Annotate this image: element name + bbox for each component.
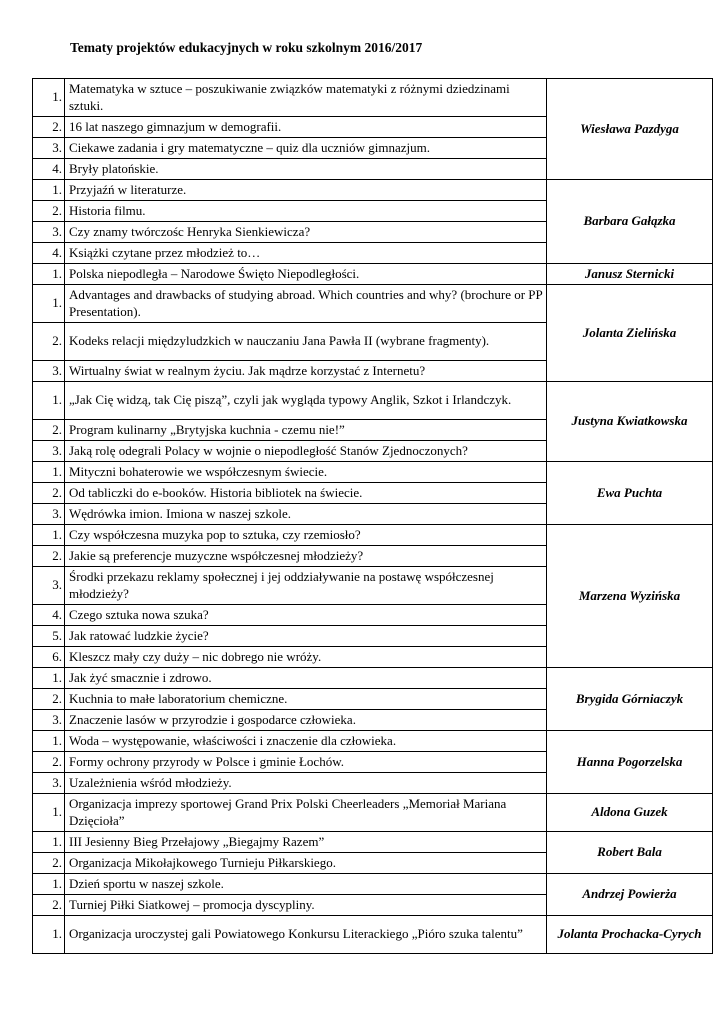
projects-table <box>32 78 713 954</box>
project-number: 3. <box>33 773 65 794</box>
project-number: 1. <box>33 668 65 689</box>
project-number: 3. <box>33 710 65 731</box>
project-number: 2. <box>33 546 65 567</box>
project-topic: Czy znamy twórczośc Henryka Sienkiewicza? <box>65 222 547 243</box>
project-topic: Organizacja Mikołajkowego Turnieju Piłkarskiego. <box>65 853 547 874</box>
project-topic: 16 lat naszego gimnazjum w demografii. <box>65 117 547 138</box>
teacher-name: Wiesława Pazdyga <box>547 79 713 180</box>
teacher-name: Aldona Guzek <box>547 794 713 832</box>
project-number: 3. <box>33 222 65 243</box>
project-topic: Środki przekazu reklamy społecznej i jej oddziaływanie na postawę współczesnej młodzieży? <box>65 567 547 605</box>
projects-table-body <box>33 79 713 954</box>
project-number: 1. <box>33 180 65 201</box>
document-title: Tematy projektów edukacyjnych w roku szkolnym 2016/2017 <box>70 40 423 55</box>
project-number: 4. <box>33 605 65 626</box>
teacher-name: Jolanta Prochacka-Cyrych <box>547 916 713 954</box>
project-number: 5. <box>33 626 65 647</box>
project-topic: Matematyka w sztuce – poszukiwanie związków matematyki z różnymi dziedzinami sztuki. <box>65 79 547 117</box>
project-topic: III Jesienny Bieg Przełajowy „Biegajmy Razem” <box>65 832 547 853</box>
project-number: 2. <box>33 323 65 361</box>
project-topic: Wirtualny świat w realnym życiu. Jak mądrze korzystać z Internetu? <box>65 361 547 382</box>
project-number: 2. <box>33 117 65 138</box>
table-row <box>33 668 713 689</box>
table-row <box>33 794 713 832</box>
project-topic: Mityczni bohaterowie we współczesnym świecie. <box>65 462 547 483</box>
project-number: 1. <box>33 832 65 853</box>
project-topic: Jak ratować ludzkie życie? <box>65 626 547 647</box>
project-number: 3. <box>33 567 65 605</box>
project-topic: Advantages and drawbacks of studying abroad. Which countries and why? (brochure or PP Presentation). <box>65 285 547 323</box>
teacher-name: Barbara Gałązka <box>547 180 713 264</box>
project-topic: Jak żyć smacznie i zdrowo. <box>65 668 547 689</box>
project-topic: Czego sztuka nowa szuka? <box>65 605 547 626</box>
project-topic: Kleszcz mały czy duży – nic dobrego nie wróży. <box>65 647 547 668</box>
table-row <box>33 79 713 117</box>
table-row <box>33 916 713 954</box>
teacher-name: Justyna Kwiatkowska <box>547 382 713 462</box>
project-topic: Turniej Piłki Siatkowej – promocja dyscypliny. <box>65 895 547 916</box>
project-topic: Dzień sportu w naszej szkole. <box>65 874 547 895</box>
project-topic: Jakie są preferencje muzyczne współczesnej młodzieży? <box>65 546 547 567</box>
project-number: 2. <box>33 752 65 773</box>
project-topic: Jaką rolę odegrali Polacy w wojnie o niepodległość Stanów Zjednoczonych? <box>65 441 547 462</box>
project-topic: Historia filmu. <box>65 201 547 222</box>
project-topic: Znaczenie lasów w przyrodzie i gospodarce człowieka. <box>65 710 547 731</box>
project-topic: Czy współczesna muzyka pop to sztuka, czy rzemiosło? <box>65 525 547 546</box>
project-topic: Organizacja imprezy sportowej Grand Prix Polski Cheerleaders „Memoriał Mariana Dzięcioła” <box>65 794 547 832</box>
project-number: 3. <box>33 441 65 462</box>
project-topic: Organizacja uroczystej gali Powiatowego Konkursu Literackiego „Pióro szuka talentu” <box>65 916 547 954</box>
project-number: 4. <box>33 159 65 180</box>
table-row <box>33 382 713 420</box>
project-number: 2. <box>33 420 65 441</box>
project-topic: Woda – występowanie, właściwości i znaczenie dla człowieka. <box>65 731 547 752</box>
teacher-name: Janusz Sternicki <box>547 264 713 285</box>
table-row <box>33 264 713 285</box>
teacher-name: Hanna Pogorzelska <box>547 731 713 794</box>
table-row <box>33 180 713 201</box>
project-number: 1. <box>33 794 65 832</box>
project-topic: Kuchnia to małe laboratorium chemiczne. <box>65 689 547 710</box>
table-row <box>33 285 713 323</box>
teacher-name: Brygida Górniaczyk <box>547 668 713 731</box>
project-number: 6. <box>33 647 65 668</box>
project-number: 3. <box>33 504 65 525</box>
table-row <box>33 525 713 546</box>
project-topic: Uzależnienia wśród młodzieży. <box>65 773 547 794</box>
table-row <box>33 462 713 483</box>
project-topic: Książki czytane przez młodzież to… <box>65 243 547 264</box>
project-topic: Bryły platońskie. <box>65 159 547 180</box>
project-number: 3. <box>33 138 65 159</box>
project-number: 1. <box>33 874 65 895</box>
teacher-name: Robert Bala <box>547 832 713 874</box>
project-number: 4. <box>33 243 65 264</box>
teacher-name: Andrzej Powierża <box>547 874 713 916</box>
project-topic: Kodeks relacji międzyludzkich w nauczaniu Jana Pawła II (wybrane fragmenty). <box>65 323 547 361</box>
project-number: 1. <box>33 916 65 954</box>
teacher-name: Marzena Wyzińska <box>547 525 713 668</box>
project-number: 1. <box>33 462 65 483</box>
project-number: 2. <box>33 483 65 504</box>
teacher-name: Jolanta Zielińska <box>547 285 713 382</box>
project-number: 3. <box>33 361 65 382</box>
project-topic: Przyjaźń w literaturze. <box>65 180 547 201</box>
project-topic: Program kulinarny „Brytyjska kuchnia - czemu nie!” <box>65 420 547 441</box>
table-row <box>33 731 713 752</box>
project-number: 1. <box>33 731 65 752</box>
table-row <box>33 832 713 853</box>
project-number: 2. <box>33 895 65 916</box>
project-topic: Ciekawe zadania i gry matematyczne – quiz dla uczniów gimnazjum. <box>65 138 547 159</box>
project-topic: Od tabliczki do e-booków. Historia bibliotek na świecie. <box>65 483 547 504</box>
project-topic: Formy ochrony przyrody w Polsce i gminie Łochów. <box>65 752 547 773</box>
project-number: 2. <box>33 689 65 710</box>
project-topic: Wędrówka imion. Imiona w naszej szkole. <box>65 504 547 525</box>
teacher-name: Ewa Puchta <box>547 462 713 525</box>
project-number: 1. <box>33 382 65 420</box>
project-number: 1. <box>33 525 65 546</box>
project-number: 1. <box>33 264 65 285</box>
table-row <box>33 874 713 895</box>
project-number: 2. <box>33 201 65 222</box>
project-number: 1. <box>33 79 65 117</box>
project-number: 1. <box>33 285 65 323</box>
project-number: 2. <box>33 853 65 874</box>
project-topic: „Jak Cię widzą, tak Cię piszą”, czyli jak wygląda typowy Anglik, Szkot i Irlandczyk. <box>65 382 547 420</box>
project-topic: Polska niepodległa – Narodowe Święto Niepodległości. <box>65 264 547 285</box>
